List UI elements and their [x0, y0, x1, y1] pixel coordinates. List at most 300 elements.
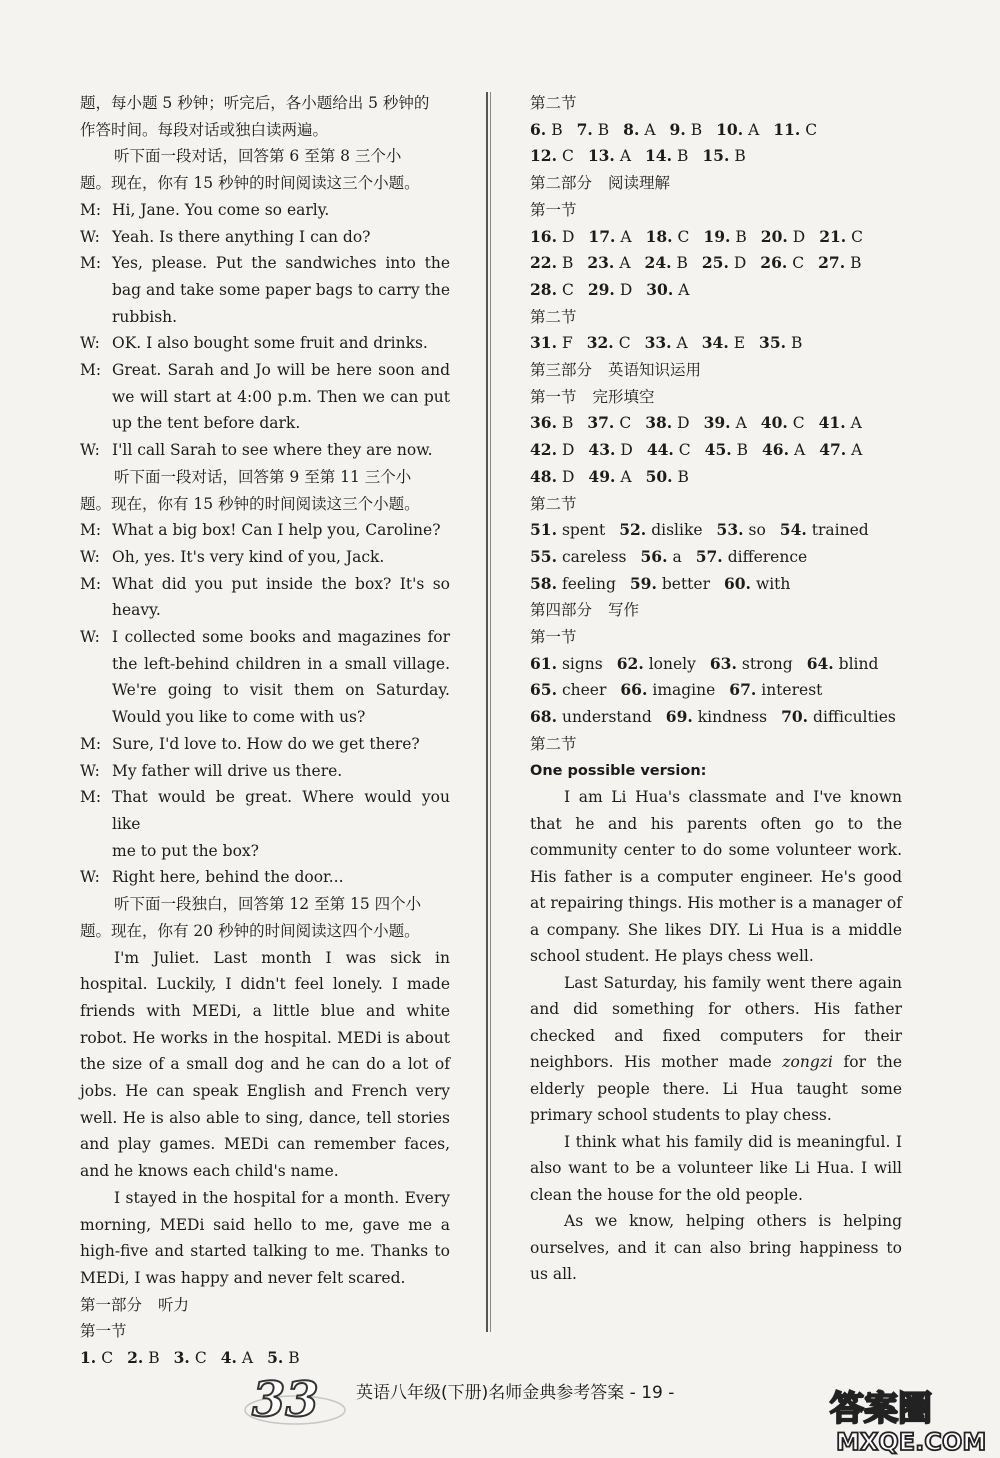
question-number: 1.: [80, 1348, 97, 1368]
question-number: 8.: [623, 119, 640, 139]
part-title: 第一节: [530, 387, 577, 406]
question-number: 45.: [704, 440, 732, 460]
dialog-text: We're going to visit them on Saturday.: [112, 681, 450, 700]
question-number: 19.: [703, 226, 731, 246]
dialog-line: [80, 410, 450, 437]
question-number: 11.: [773, 119, 801, 139]
answer-item: [703, 224, 746, 251]
answer-value: careless: [561, 547, 627, 566]
answer-item: [530, 464, 574, 491]
version-label: One possible version:: [530, 762, 707, 779]
answer-item: [530, 410, 573, 437]
answer-item: [530, 330, 573, 357]
answer-item: [588, 437, 632, 464]
question-number: 65.: [530, 680, 557, 700]
question-number: 22.: [530, 253, 557, 273]
answer-value: C: [619, 414, 632, 433]
answer-item: [762, 437, 805, 464]
answer-value: signs: [561, 654, 603, 673]
answer-value: so: [748, 521, 766, 540]
answer-value: lonely: [648, 654, 696, 673]
answer-item: [530, 250, 573, 277]
answer-item: [704, 410, 747, 437]
answer-value: C: [792, 414, 805, 433]
page-footer: [240, 1370, 740, 1430]
answer-value: D: [677, 414, 690, 433]
question-number: 7.: [576, 119, 593, 139]
dialog-text: the left-behind children in a small village.: [112, 654, 450, 673]
question-number: 60.: [723, 573, 751, 593]
answers-16-30-row: [530, 250, 902, 277]
question-number: 46.: [762, 440, 789, 460]
answer-value: A: [241, 1349, 254, 1368]
dialog-text: Yes, please. Put the sandwiches into the: [112, 254, 450, 273]
speaker-label: [80, 304, 112, 331]
answer-item: [729, 677, 822, 704]
answer-item: [267, 1345, 300, 1372]
answer-item: [587, 330, 631, 357]
answer-item: [174, 1345, 207, 1372]
answer-item: [588, 277, 632, 304]
answer-item: [588, 143, 631, 170]
answer-item: [646, 224, 690, 251]
section-heading: 第二节: [530, 307, 577, 326]
svg-text:MXQE.COM: MXQE.COM: [836, 1428, 987, 1456]
answer-value: interest: [761, 681, 823, 700]
dialog-line: [80, 304, 450, 331]
footer-text: 英语八年级(下册)名师金典参考答案 - 19 -: [356, 1383, 675, 1403]
answer-value: D: [561, 467, 575, 486]
dialog-text: we will start at 4:00 p.m. Then we can put: [112, 387, 450, 406]
answer-item: [696, 544, 807, 571]
speaker-label: M:: [80, 254, 102, 273]
answer-value: A: [620, 467, 632, 486]
question-number: 52.: [619, 520, 647, 540]
intro-line: 作答时间。每段对话或独白读两遍。: [80, 120, 329, 139]
dialog-text: OK. I also bought some fruit and drinks.: [112, 334, 428, 353]
question-number: 12.: [530, 146, 557, 166]
answer-value: E: [733, 334, 746, 353]
dialog-line: [80, 651, 450, 678]
part3-section1-heading: [530, 384, 902, 411]
answer-item: [710, 651, 793, 678]
dialog-text: Would you like to come with us?: [112, 708, 366, 727]
dialog-line: [80, 384, 450, 411]
answer-item: [221, 1345, 253, 1372]
question-number: 17.: [588, 226, 616, 246]
part2-heading: [530, 170, 902, 197]
speaker-label: [80, 384, 112, 411]
question-number: 15.: [702, 146, 730, 166]
answer-item: [127, 1345, 160, 1372]
answer-value: B: [677, 467, 689, 486]
answers-1-5-row: [80, 1345, 450, 1372]
essay-paragraph: As we know, helping others is helping ourselves, and it can also bring happiness to us all.: [530, 1212, 902, 1284]
question-number: 26.: [760, 253, 788, 273]
dialog-line: [80, 784, 450, 837]
section-heading: 第一节: [530, 200, 577, 219]
answer-value: A: [851, 441, 863, 460]
question-number: 64.: [806, 653, 834, 673]
dialog-text: What did you put inside the box? It's so: [112, 574, 450, 593]
intro-line: 题，每小题 5 秒钟；听完后，各小题给出 5 秒钟的: [80, 94, 430, 112]
question-number: 69.: [665, 707, 693, 727]
answer-item: [645, 250, 688, 277]
answer-value: difficulties: [813, 708, 896, 727]
dialog-line: [80, 704, 450, 731]
answer-item: [641, 544, 682, 571]
question-number: 34.: [701, 333, 729, 353]
question-number: 5.: [267, 1348, 284, 1368]
answer-value: B: [597, 120, 610, 139]
dialog-text: Great. Sarah and Jo will be here soon and: [112, 361, 450, 380]
answer-value: A: [620, 227, 632, 246]
question-number: 43.: [588, 440, 616, 460]
answer-value: B: [561, 414, 574, 433]
monologue-line: well. He is also able to sing, dance, tell stories: [80, 1108, 450, 1127]
speaker-label: W:: [80, 628, 100, 647]
answer-value: a: [672, 547, 682, 566]
question-number: 59.: [629, 573, 657, 593]
monologue-line: and he knows each child's name.: [80, 1162, 339, 1181]
answer-item: [530, 571, 616, 598]
answer-item: [623, 117, 655, 144]
answer-value: D: [561, 441, 575, 460]
answer-item: [645, 330, 688, 357]
monologue-line: morning, MEDi said hello to me, gave me a: [80, 1215, 450, 1234]
answer-value: with: [755, 574, 791, 593]
question-number: 47.: [819, 440, 847, 460]
question-number: 56.: [640, 546, 668, 566]
answer-value: C: [561, 147, 574, 166]
sample-essay: [530, 784, 902, 1288]
speaker-label: M:: [80, 734, 102, 753]
answers-36-50-row: [530, 464, 902, 491]
answer-value: C: [678, 441, 691, 460]
answer-item: [630, 571, 710, 598]
answer-value: B: [551, 120, 563, 139]
dialog-text: I collected some books and magazines for: [112, 628, 450, 647]
answer-item: [530, 677, 606, 704]
speaker-label: [80, 410, 112, 437]
question-number: 28.: [530, 279, 557, 299]
answer-value: understand: [561, 708, 652, 727]
question-number: 54.: [779, 520, 807, 540]
answer-item: [646, 277, 689, 304]
question-number: 23.: [587, 253, 615, 273]
speaker-label: W:: [80, 868, 100, 887]
answer-item: [530, 651, 603, 678]
answers-6-15-row: [530, 117, 902, 144]
question-number: 39.: [703, 413, 731, 433]
question-number: 33.: [644, 333, 672, 353]
question-number: 58.: [530, 573, 557, 593]
dialog-line: [80, 758, 450, 785]
answers-61-70-row: [530, 677, 902, 704]
question-number: 29.: [587, 279, 615, 299]
answers-36-50-row: [530, 437, 902, 464]
dialog-line: [80, 224, 450, 251]
monologue-line: MEDi, I was happy and never felt scared.: [80, 1268, 406, 1287]
speaker-label: M:: [80, 361, 102, 380]
question-number: 49.: [588, 466, 616, 486]
answer-item: [818, 250, 861, 277]
answer-value: F: [561, 334, 573, 353]
answer-value: B: [148, 1349, 160, 1368]
answer-value: A: [748, 120, 760, 139]
dialog-line: [80, 544, 450, 571]
question-number: 50.: [645, 466, 673, 486]
answers-61-70-row: [530, 651, 902, 678]
section-heading: 第二节: [530, 94, 577, 112]
dialog-line: [80, 197, 450, 224]
dialog-line: [80, 731, 450, 758]
question-number: 61.: [530, 653, 557, 673]
answer-value: C: [792, 254, 805, 273]
answer-value: C: [677, 227, 690, 246]
left-column: [80, 90, 450, 1372]
question-number: 57.: [695, 546, 723, 566]
answer-item: [646, 464, 689, 491]
answer-item: [670, 117, 703, 144]
answer-value: imagine: [652, 681, 716, 700]
answer-value: B: [791, 334, 803, 353]
question-number: 44.: [646, 440, 674, 460]
answer-value: C: [194, 1349, 207, 1368]
speaker-label: W:: [80, 334, 100, 353]
answer-value: C: [618, 334, 631, 353]
speaker-label: [80, 651, 112, 678]
dialog-line: [80, 277, 450, 304]
question-number: 36.: [530, 413, 557, 433]
answer-item: [530, 704, 652, 731]
part-title: 第一部分: [80, 1295, 143, 1314]
answer-item: [780, 517, 869, 544]
question-number: 16.: [530, 226, 557, 246]
speaker-label: M:: [80, 200, 102, 219]
monologue-prompt-line: 题。现在，你有 20 秒钟的时间阅读这四个小题。: [80, 921, 420, 940]
answer-value: trained: [811, 521, 869, 540]
answer-value: kindness: [697, 708, 768, 727]
dialog-text: me to put the box?: [112, 841, 259, 860]
answer-item: [819, 437, 862, 464]
dialog-text: Oh, yes. It's very kind of you, Jack.: [112, 547, 385, 566]
answer-item: [647, 437, 691, 464]
svg-text:答案圈: 答案圈: [830, 1389, 932, 1429]
dialog-prompt-line: 题。现在，你有 15 秒钟的时间阅读这三个小题。: [80, 174, 420, 193]
dialog-text: Yeah. Is there anything I can do?: [112, 227, 371, 246]
dialog-line: [80, 597, 450, 624]
part-title: 第四部分: [530, 601, 593, 620]
answer-item: [705, 437, 748, 464]
answer-value: B: [850, 254, 862, 273]
speaker-label: W:: [80, 547, 100, 566]
answer-item: [620, 677, 715, 704]
answer-item: [702, 330, 745, 357]
question-number: 42.: [530, 440, 557, 460]
answer-item: [530, 277, 574, 304]
answer-value: B: [736, 441, 749, 460]
question-number: 6.: [530, 119, 547, 139]
question-number: 63.: [709, 653, 737, 673]
answer-item: [587, 410, 631, 437]
question-number: 9.: [669, 119, 686, 139]
question-number: 4.: [220, 1348, 237, 1368]
dialog-line: [80, 517, 450, 544]
dialog-text: My father will drive us there.: [112, 761, 343, 780]
monologue-line: friends with MEDi, a little blue and white: [80, 1001, 450, 1020]
section-heading: 第二节: [530, 734, 577, 753]
answer-value: A: [619, 147, 632, 166]
part-name: 阅读理解: [608, 174, 671, 193]
monologue-line: I stayed in the hospital for a month. Every: [114, 1188, 450, 1207]
logo-33-icon: [240, 1370, 350, 1432]
question-number: 31.: [530, 333, 557, 353]
answer-item: [617, 651, 696, 678]
svg-text:33: 33: [252, 1372, 319, 1428]
dialog-prompt-line: 听下面一段对话，回答第 9 至第 11 三个小: [114, 467, 412, 486]
answer-value: C: [851, 227, 864, 246]
answers-61-70-row: [530, 704, 902, 731]
section-heading: 第二节: [530, 494, 577, 513]
answers-51-60-row: [530, 517, 902, 544]
question-number: 53.: [716, 520, 744, 540]
dialog-line: [80, 330, 450, 357]
essay-paragraph: I think what his family did is meaningful. I also want to be a volunteer like Li Hua. I will clean the house for the old people.: [530, 1132, 902, 1204]
answer-item: [530, 517, 605, 544]
answer-value: C: [805, 120, 818, 139]
question-number: 27.: [818, 253, 846, 273]
question-number: 32.: [586, 333, 614, 353]
answer-item: [588, 224, 631, 251]
answer-item: [530, 117, 563, 144]
answer-value: B: [676, 147, 689, 166]
monologue-line: and play games. MEDi can remember faces,: [80, 1135, 450, 1154]
column-divider: [486, 92, 488, 1332]
monologue-line: jobs. He can speak English and French very: [80, 1082, 450, 1101]
part-title: 第二部分: [530, 174, 593, 193]
answer-item: [645, 410, 689, 437]
answers-51-60-row: [530, 571, 902, 598]
answer-value: strong: [741, 654, 793, 673]
dialog-text: up the tent before dark.: [112, 414, 301, 433]
answer-item: [666, 704, 767, 731]
question-number: 18.: [645, 226, 673, 246]
dialog-text: Sure, I'd love to. How do we get there?: [112, 734, 420, 753]
answer-item: [587, 250, 630, 277]
question-number: 25.: [701, 253, 729, 273]
answer-item: [759, 330, 802, 357]
question-number: 3.: [173, 1348, 190, 1368]
dialog-line: [80, 624, 450, 651]
part4-heading: [530, 597, 902, 624]
question-number: 20.: [760, 226, 788, 246]
answer-item: [819, 224, 863, 251]
answers-16-30-row: [530, 277, 902, 304]
question-number: 21.: [819, 226, 847, 246]
answer-value: D: [792, 227, 806, 246]
answer-item: [530, 437, 574, 464]
dialog-prompt-line: 听下面一段对话，回答第 6 至第 8 三个小: [114, 147, 402, 166]
answer-item: [530, 143, 574, 170]
question-number: 51.: [530, 520, 557, 540]
section-heading: 第一节: [530, 628, 577, 647]
dialog-text: That would be great. Where would you like: [112, 788, 450, 833]
answer-item: [702, 250, 746, 277]
question-number: 2.: [127, 1348, 144, 1368]
part-title: 第三部分: [530, 361, 593, 380]
answer-value: difference: [727, 547, 808, 566]
answer-item: [760, 250, 804, 277]
answer-value: A: [793, 441, 806, 460]
question-number: 37.: [587, 413, 615, 433]
speaker-label: M:: [80, 788, 102, 807]
answer-value: B: [676, 254, 688, 273]
answer-value: A: [850, 414, 862, 433]
question-number: 70.: [781, 707, 809, 727]
monologue-line: robot. He works in the hospital. MEDi is about: [80, 1028, 450, 1047]
section-heading: 第一节: [80, 1322, 127, 1341]
answer-item: [80, 1345, 113, 1372]
answer-item: [807, 651, 879, 678]
question-number: 62.: [616, 653, 644, 673]
part1-heading: [80, 1292, 450, 1319]
answer-item: [724, 571, 790, 598]
speaker-label: [80, 704, 112, 731]
answer-item: [645, 143, 688, 170]
question-number: 48.: [530, 466, 557, 486]
part-name: 写作: [608, 601, 640, 620]
part3-heading: [530, 357, 902, 384]
answer-value: D: [733, 254, 747, 273]
part-name: 完形填空: [592, 387, 655, 406]
right-column: [530, 90, 902, 1288]
speaker-label: W:: [80, 761, 100, 780]
speaker-label: M:: [80, 574, 102, 593]
part-name: 英语知识运用: [608, 361, 702, 380]
answer-value: D: [619, 280, 633, 299]
answer-value: spent: [561, 521, 606, 540]
speaker-label: [80, 277, 112, 304]
answers-6-15-row: [530, 143, 902, 170]
question-number: 30.: [646, 279, 674, 299]
answer-value: A: [735, 414, 747, 433]
question-number: 14.: [645, 146, 672, 166]
speaker-label: [80, 677, 112, 704]
essay-paragraph: Last Saturday, his family went there again and did something for others. His father checked and fixed computers for their neighbors. His mother made zongzi for the elderly people there. Li Hua taught some primary school students to play chess.: [530, 973, 903, 1125]
answers-51-60-row: [530, 544, 902, 571]
dialog-text: heavy.: [112, 601, 161, 620]
answers-31-35-row: [530, 330, 902, 357]
dialog-line: [80, 838, 450, 865]
dialog-line: [80, 437, 450, 464]
dialog-line: [80, 677, 450, 704]
question-number: 41.: [818, 413, 846, 433]
answer-value: D: [620, 441, 633, 460]
answer-value: dislike: [651, 521, 703, 540]
answer-item: [717, 517, 766, 544]
answer-value: A: [644, 120, 656, 139]
dialog-text: Hi, Jane. You come so early.: [112, 200, 330, 219]
dialog-text: bag and take some paper bags to carry the: [112, 280, 450, 299]
answer-item: [761, 410, 805, 437]
dialog-text: Right here, behind the door...: [112, 868, 344, 887]
dialog-line: [80, 250, 450, 277]
answer-value: A: [678, 280, 690, 299]
watermark-logo: [822, 1380, 992, 1458]
dialog-line: [80, 357, 450, 384]
answer-value: C: [101, 1349, 114, 1368]
